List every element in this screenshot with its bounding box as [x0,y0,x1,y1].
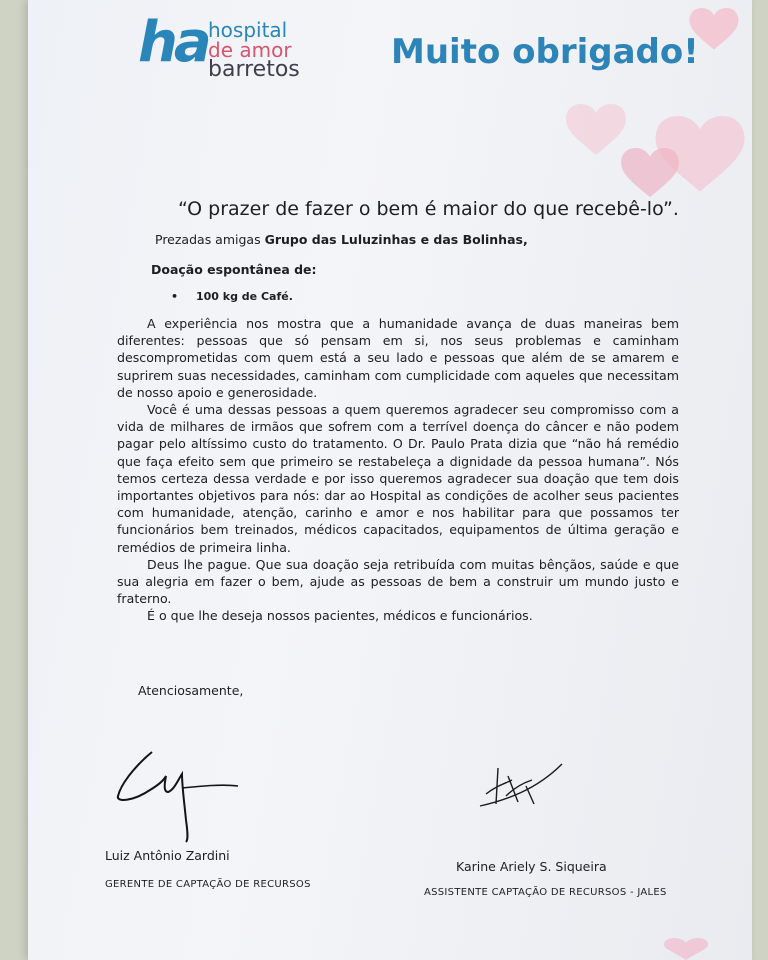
logo-line-3: barretos [208,57,300,82]
donation-item [173,290,293,303]
logo-line-1: hospital [208,18,288,42]
signatory-name: Luiz Antônio Zardini [105,848,230,863]
paragraph: É o que lhe deseja nossos pacientes, médicos e funcionários. [147,608,533,624]
donation-item-text: 100 kg de Café. [196,290,293,303]
salutation [155,232,528,247]
salutation-prefix: Prezadas amigas [155,232,265,247]
donation-heading: Doação espontânea de: [151,262,317,277]
paragraph: Você é uma dessas pessoas a quem queremos agradecer seu compromisso com a vida de milhares de irmãos que sofrem com a terrível doença do câncer e não podem pagar pelo altíssimo custo do tratamento. O Dr. Paulo Prata dizia que “não há remédio que faça efeito sem que primeiro se restabeleça a dignidade da pessoa humana”. Nós temos certeza dessa verdade e por isso queremos agradecer sua doação que tem dois importantes objetivos para nós: dar ao Hospital as condições de acolher seus pacientes com humanidade, atenção, carinho e amor e nos habilitar para que possamos ter funcionários bem treinados, médicos capacitados, equipamentos de última geração e remédios de primeira linha. [117,402,679,555]
paragraph: Deus lhe pague. Que sua doação seja retribuída com muitas bênçãos, saúde e que sua alegria em fazer o bem, ajude as pessoas de bem a construir um mundo justo e fraterno. [117,556,679,607]
signature-luiz [112,740,242,844]
heart-icon [664,938,708,960]
heart-icon [620,148,680,200]
logo-mark: ha [138,10,208,75]
quote: “O prazer de fazer o bem é maior do que recebê-lo”. [178,198,679,220]
signatory-role: GERENTE DE CAPTAÇÃO DE RECURSOS [105,879,311,890]
logo-line-2: de amor [208,38,292,62]
letter-title: Muito obrigado! [391,32,699,72]
letter-body [117,315,679,625]
signatory-role: ASSISTENTE CAPTAÇÃO DE RECURSOS - JALES [424,887,667,898]
signatory-name: Karine Ariely S. Siqueira [456,859,607,874]
heart-icon [564,104,628,158]
letter-paper [28,0,752,960]
salutation-recipient: Grupo das Luluzinhas e das Bolinhas, [264,232,528,247]
signature-karine [476,756,566,816]
paragraph: A experiência nos mostra que a humanidade avança de duas maneiras bem diferentes: pessoas que só pensam em si, nos seus problemas e caminham descomprometidas com quem está a seu lado e pessoas que além de se amarem e suprirem suas necessidades, caminham com cumplicidade com aqueles que necessitam de nosso apoio e generosidade. [117,316,679,400]
closing: Atenciosamente, [138,683,244,698]
